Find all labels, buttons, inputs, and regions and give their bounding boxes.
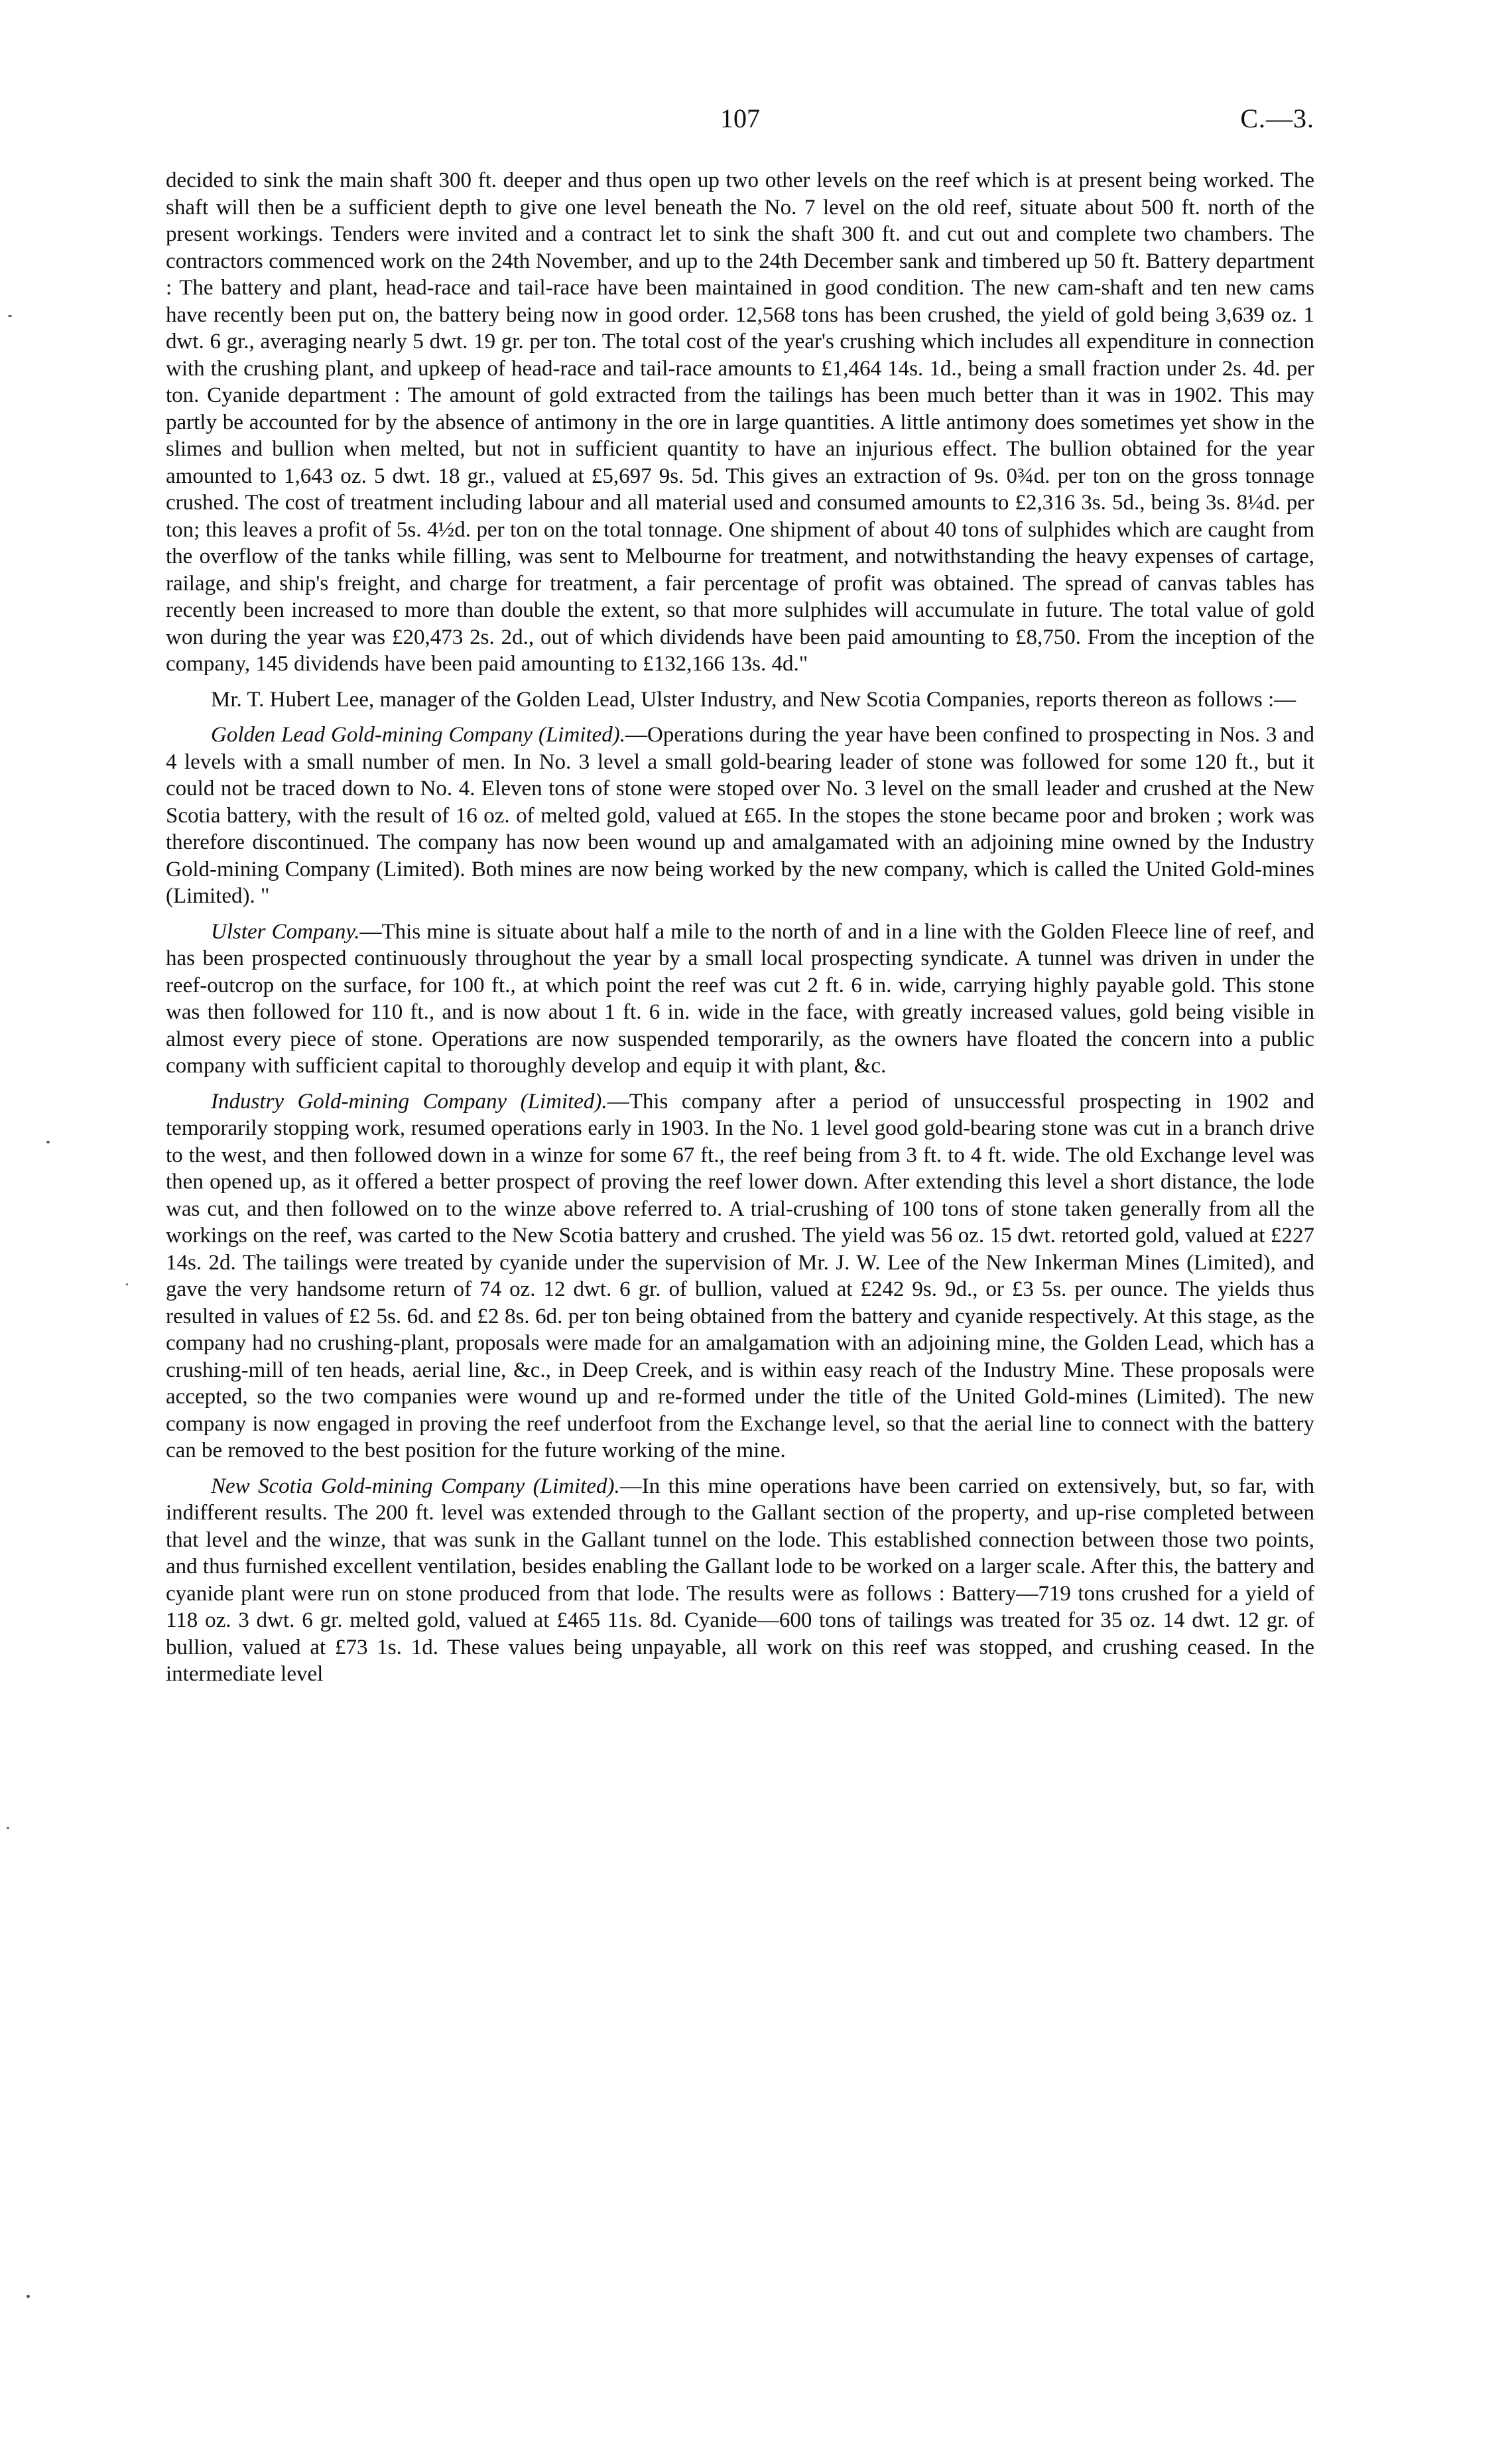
- paragraph-continued: [166, 167, 1314, 678]
- company-heading: Ulster Company.: [211, 919, 360, 944]
- paragraph-text: Mr. T. Hubert Lee, manager of the Golden Lead, Ulster Industry, and New Scotia Companies, reports thereon as follows :—: [211, 687, 1296, 712]
- paragraph-manager-report: [166, 686, 1314, 714]
- body-text: [166, 167, 1314, 1697]
- company-heading: New Scotia Gold-mining Company (Limited).: [211, 1474, 620, 1498]
- page-header: [166, 103, 1314, 143]
- scan-speck: [126, 1283, 128, 1285]
- series-code: C.—3.: [1240, 103, 1314, 133]
- paragraph-text: decided to sink the main shaft 300 ft. deeper and thus open up two other levels on the reef which is at present being worked. The shaft will then be a sufficient depth to give one level beneath the No. 7 level on the old reef, situate about 500 ft. north of the present workings. Tenders were invited and a contract let to sink the shaft 300 ft. and cut out and complete two chambers. The contractors commenced work on the 24th November, and up to the 24th December sank and timbered up 50 ft. Battery department : The battery and plant, head-race and tail-race have been maintained in good condition. The new cam-shaft and ten new cams have recently been put on, the battery being now in good order. 12,568 tons has been crushed, the yield of gold being 3,639 oz. 1 dwt. 6 gr., averaging nearly 5 dwt. 19 gr. per ton. The total cost of the year's crushing which includes all expenditure in connection with the crushing plant, and upkeep of head-race and tail-race amounts to £1,464 14s. 1d., being a small fraction under 2s. 4d. per ton. Cyanide department : The amount of gold extracted from the tailings has been much better than it was in 1902. This may partly be accounted for by the absence of antimony in the ore in large quantities. A little antimony does sometimes yet show in the slimes and bullion when melted, but not in sufficient quantity to have an injurious effect. The bullion obtained for the year amounted to 1,643 oz. 5 dwt. 18 gr., valued at £5,697 9s. 5d. This gives an extraction of 9s. 0¾d. per ton on the gross tonnage crushed. The cost of treatment including labour and all material used and consumed amounts to £2,316 3s. 5d., being 3s. 8¼d. per ton; this leaves a profit of 5s. 4½d. per ton on the total tonnage. One shipment of about 40 tons of sulphides which are caught from the overflow of the tanks while filling, was sent to Melbourne for treatment, and notwithstanding the heavy expenses of cartage, railage, and ship's freight, and charge for treatment, a fair percentage of profit was obtained. The spread of canvas tables has recently been increased to more than double the extent, so that more sulphides will accumulate in future. The total value of gold won during the year was £20,473 2s. 2d., out of which dividends have been paid amounting to £8,750. From the inception of the company, 145 dividends have been paid amounting to £132,166 13s. 4d.": [166, 168, 1314, 676]
- paragraph-text: —Operations during the year have been confined to prospecting in Nos. 3 and 4 levels with a small number of men. In No. 3 level a small gold-bearing leader of stone was followed for some 120 ft., but it could not be traced down to No. 4. Eleven tons of stone were stoped over No. 3 level on the small leader and crushed at the New Scotia battery, with the result of 16 oz. of melted gold, valued at £65. In the stopes the stone became poor and broken ; work was therefore discontinued. The company has now been wound up and amalgamated with an adjoining mine owned by the Industry Gold-mining Company (Limited). Both mines are now being worked by the new company, which is called the United Gold-mines (Limited). ": [166, 723, 1314, 908]
- scan-speck: [27, 2295, 30, 2298]
- paragraph-new-scotia: [166, 1473, 1314, 1688]
- scan-speck: [46, 1141, 50, 1143]
- paragraph-text: —This mine is situate about half a mile to the north of and in a line with the Golden Fleece line of reef, and has been prospected continuously throughout the year by a small local prospecting syndicate. A tunnel was driven in under the reef-outcrop on the surface, for 100 ft., at which point the reef was cut 2 ft. 6 in. wide, carrying highly payable gold. This stone was then followed for 110 ft., and is now about 1 ft. 6 in. wide in the face, with greatly increased values, gold being visible in almost every piece of stone. Operations are now suspended temporarily, as the owners have floated the concern into a public company with sufficient capital to thoroughly develop and equip it with plant, &c.: [166, 919, 1314, 1078]
- paragraph-ulster: [166, 919, 1314, 1080]
- paragraph-text: —This company after a period of unsuccessful prospecting in 1902 and temporarily stopping work, resumed operations early in 1903. In the No. 1 level good gold-bearing stone was cut in a branch drive to the west, and then followed down in a winze for some 67 ft., the reef being from 3 ft. to 4 ft. wide. The old Exchange level was then opened up, as it offered a better prospect of proving the reef lower down. After extending this level a short distance, the lode was cut, and then followed on to the winze above referred to. A trial-crushing of 100 tons of stone taken generally from all the workings on the reef, was carted to the New Scotia battery and crushed. The yield was 56 oz. 15 dwt. retorted gold, valued at £227 14s. 2d. The tailings were treated by cyanide under the supervision of Mr. J. W. Lee of the New Inkerman Mines (Limited), and gave the very handsome return of 74 oz. 12 dwt. 6 gr. of bullion, valued at £242 9s. 9d., or £3 5s. per ounce. The yields thus resulted in values of £2 5s. 6d. and £2 8s. 6d. per ton being obtained from the battery and cyanide respectively. At this stage, as the company had no crushing-plant, proposals were made for an amalgamation with an adjoining mine, the Golden Lead, which has a crushing-mill of ten heads, aerial line, &c., in Deep Creek, and is within easy reach of the Industry Mine. These proposals were accepted, so the two companies were wound up and re-formed under the title of the United Gold-mines (Limited). The new company is now engaged in proving the reef underfoot from the Exchange level, so that the aerial line to connect with the battery can be removed to the best position for the future working of the mine.: [166, 1089, 1315, 1462]
- page-number: 107: [720, 103, 760, 133]
- company-heading: Golden Lead Gold-mining Company (Limited).: [211, 723, 626, 747]
- paragraph-industry: [166, 1088, 1314, 1464]
- paragraph-text: —In this mine operations have been carried on extensively, but, so far, with indifferent results. The 200 ft. level was extended through to the Gallant section of the property, and up-rise completed between that level and the winze, that was sunk in the Gallant tunnel on the lode. This established connection between those two points, and thus furnished excellent ventilation, besides enabling the Gallant lode to be worked on a larger scale. After this, the battery and cyanide plant were run on stone produced from that lode. The results were as follows : Battery—719 tons crushed for a yield of 118 oz. 3 dwt. 6 gr. melted gold, valued at £465 11s. 8d. Cyanide—600 tons of tailings was treated for 35 oz. 14 dwt. 12 gr. of bullion, valued at £73 1s. 1d. These values being unpayable, all work on this reef was stopped, and crushing ceased. In the intermediate level: [166, 1474, 1314, 1686]
- paragraph-golden-lead: [166, 722, 1314, 910]
- company-heading: Industry Gold-mining Company (Limited).: [211, 1089, 607, 1114]
- scan-speck: [8, 315, 12, 317]
- scan-speck: [7, 1827, 9, 1829]
